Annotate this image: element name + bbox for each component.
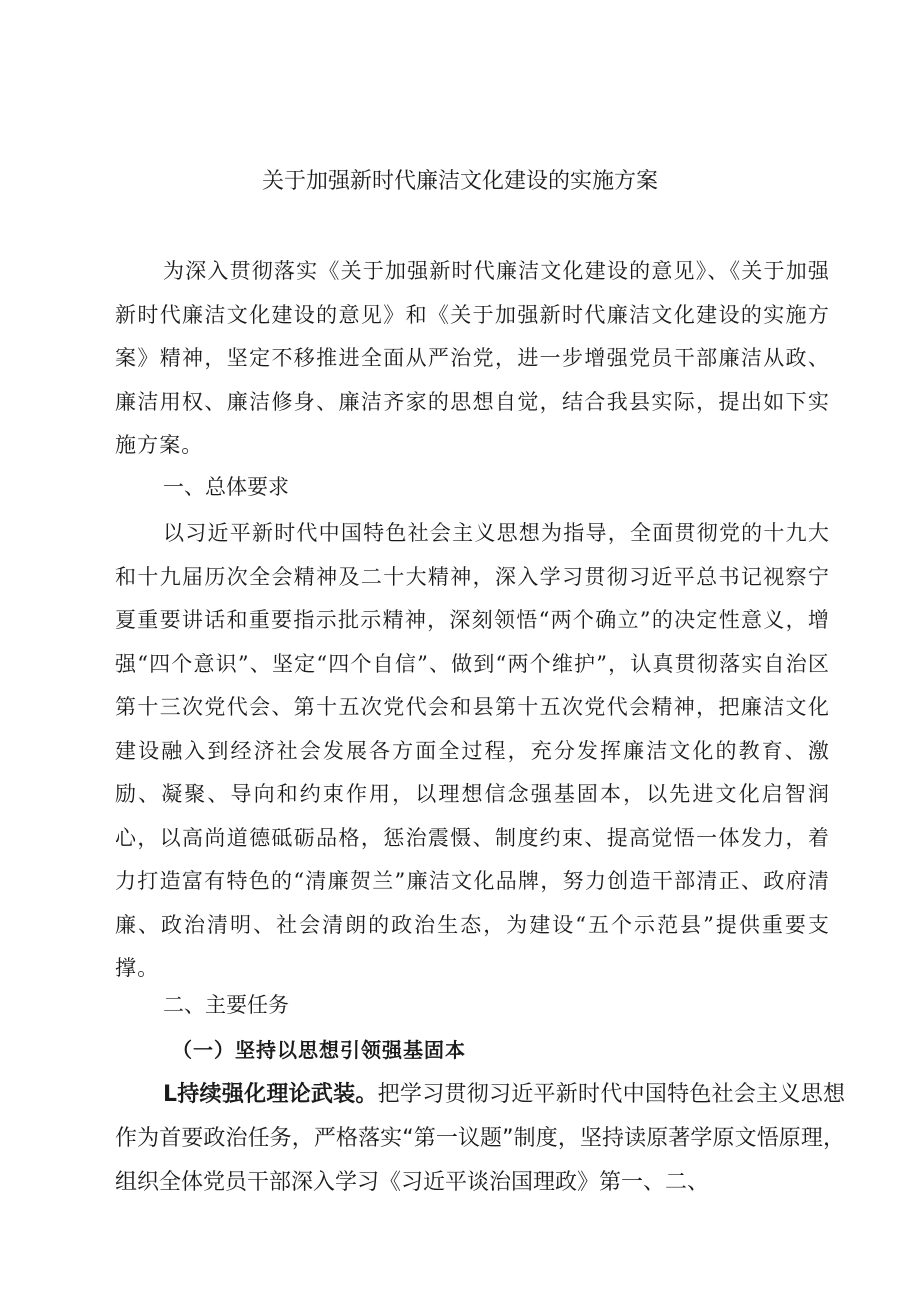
task-item-lead: L持续强化理论武装。 [163,1082,378,1107]
task-item-paragraph [115,1073,845,1205]
section-heading-main-tasks: 二、主要任务 [163,993,289,1017]
subsection-heading-ideological-guidance: （一）坚持以思想引领强基固本 [172,1038,466,1062]
section-heading-general-requirements: 一、总体要求 [163,475,289,499]
document-title: 关于加强新时代廉洁文化建设的实施方案 [261,169,658,194]
task-item-body: 把学习贯彻习近平新时代中国特色社会主义思想作为首要政治任务，严格落实“第一议题”制度，坚持读原著学原文悟原理，组织全体党员干部深入学习《习近平谈治国理政》第一、二、 [115,1082,845,1195]
intro-paragraph: 为深入贯彻落实《关于加强新时代廉洁文化建设的意见》、《关于加强新时代廉洁文化建设的意见》和《关于加强新时代廉洁文化建设的实施方案》精神，坚定不移推进全面从严治党，进一步增强党员干部廉洁从政、廉洁用权、廉洁修身、廉洁齐家的思想自觉，结合我县实际，提出如下实施方案。 [115,259,830,457]
general-requirements-paragraph: 以习近平新时代中国特色社会主义思想为指导，全面贯彻党的十九大和十九届历次全会精神及二十大精神，深入学习贯彻习近平总书记视察宁夏重要讲话和重要指示批示精神，深刻领悟“两个确立”的决定性意义，增强“四个意识”、坚定“四个自信”、做到“两个维护”，认真贯彻落实自治区第十三次党代会、第十五次党代会和县第十五次党代会精神，把廉洁文化建设融入到经济社会发展各方面全过程，充分发挥廉洁文化的教育、激励、凝聚、导向和约束作用，以理想信念强基固本，以先进文化启智润心，以高尚道德砥砺品格，惩治震慑、制度约束、提高觉悟一体发力，着力打造富有特色的“清廉贺兰”廉洁文化品牌，努力创造干部清正、政府清廉、政治清明、社会清朗的政治生态，为建设“五个示范县”提供重要支撑。 [115,521,830,980]
